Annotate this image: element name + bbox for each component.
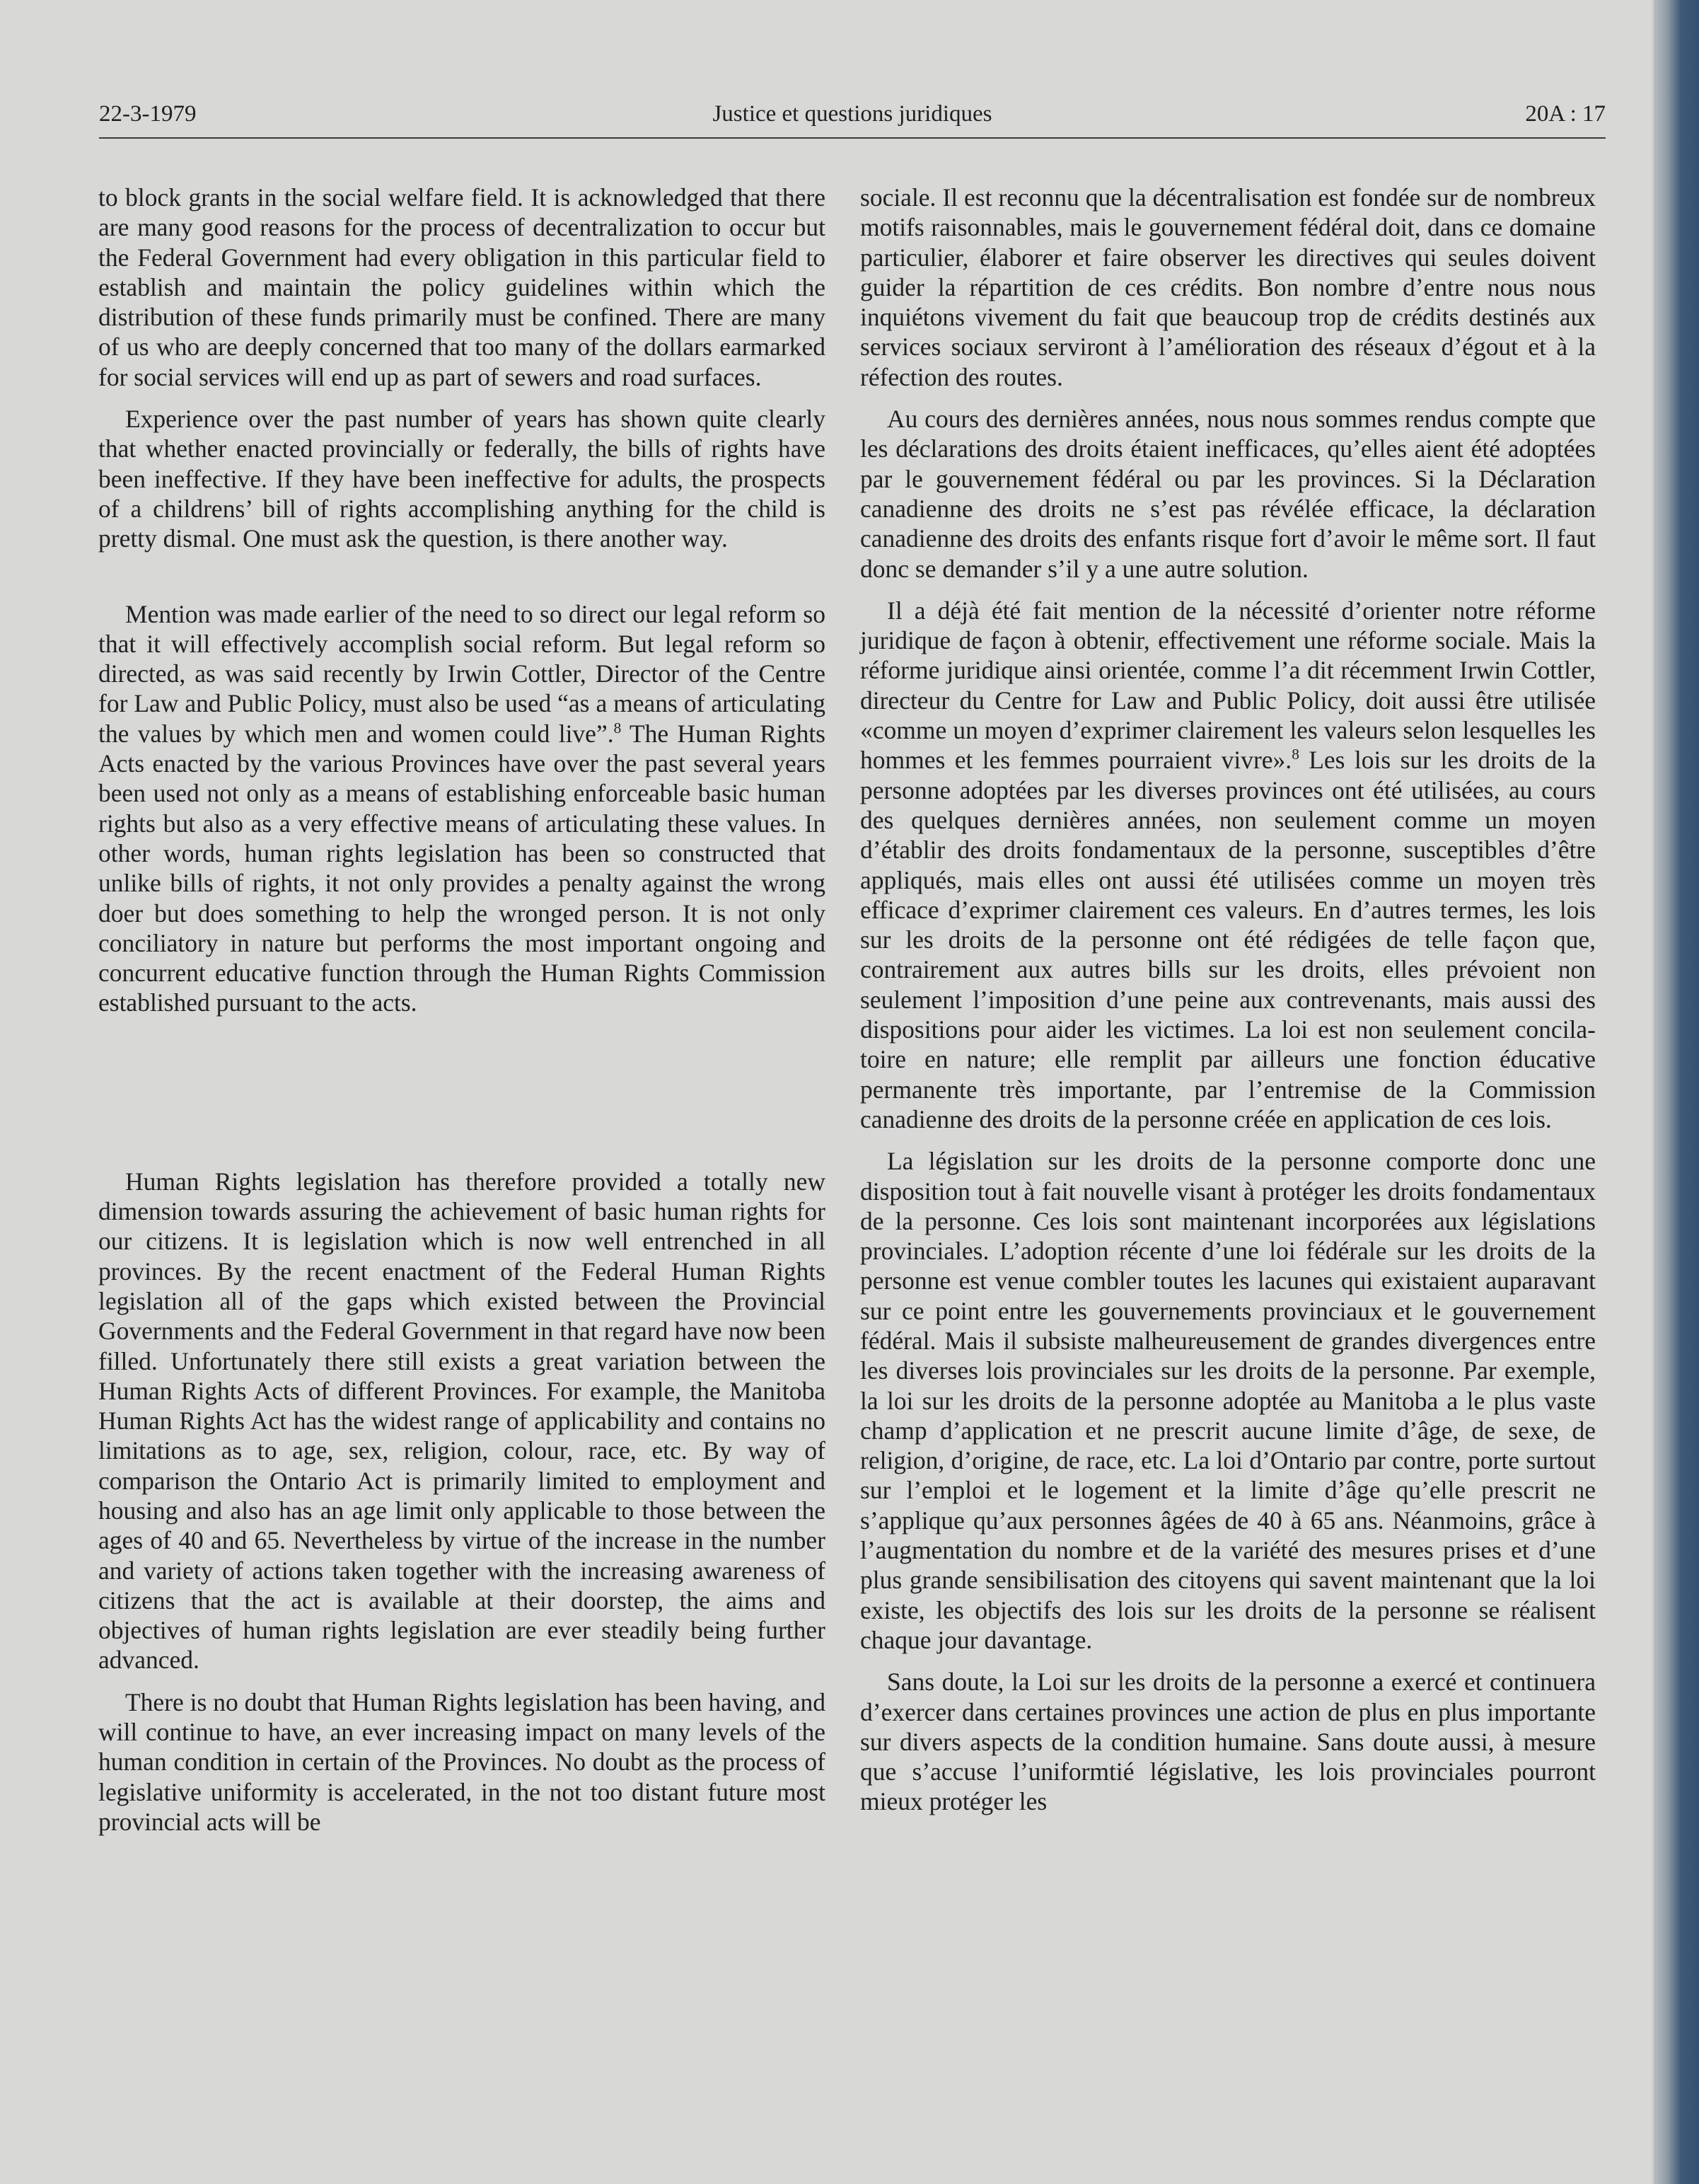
english-paragraph-1: to block grants in the social welfare field. It is acknowledged that there are many good reasons for the process of decentralization to occur but the Federal Government had every obligation in this particular field to establish and maintain the policy guidelines within which the distribution of these funds primarily must be confined. There are many of us who are deeply concerned that too many of the dollars earmarked for social services will end up as part of sewers and road surfaces. bbox=[98, 183, 825, 391]
header-page-number: 20A : 17 bbox=[1525, 101, 1606, 127]
book-binding-edge bbox=[1654, 0, 1699, 2184]
french-paragraph-3 bbox=[860, 596, 1596, 1134]
english-paragraph-4: Human Rights legislation has therefore provided a totally new dimension towards assuring the achievement of basic human rights for our citizens. It is legislation which is now well entrenched in all provinces. By the recent enactment of the Federal Human Rights legislation all of the gaps which existed between the Provincial Governments and the Federal Government in that regard have now been filled. Unfortunately there still exists a great variation between the Human Rights Acts of different Provinces. For example, the Manitoba Human Rights Act has the widest range of applicability and contains no limitations as to age, sex, religion, colour, race, etc. By way of comparison the Ontario Act is primarily limited to employment and housing and also has an age limit only applicable to those between the ages of 40 and 65. Nevertheless by virtue of the increase in the number and variety of actions taken together with the increasing awareness of citizens that the act is available at their doorstep, the aims and objectives of human rights legislation are ever steadily being further advanced. bbox=[98, 1167, 825, 1675]
english-column bbox=[98, 183, 825, 1849]
french-paragraph-5: Sans doute, la Loi sur les droits de la personne a exercé et continuera d’exercer dans certaines provinces une action de plus en plus importante sur divers aspects de la condition humaine. Sans doute aussi, à mesure que s’accuse l’uniformtié législative, les lois provinciales pourront mieux protéger les bbox=[860, 1668, 1596, 1816]
footnote-ref-8-fr: 8 bbox=[1292, 746, 1299, 763]
english-paragraph-5: There is no doubt that Human Rights legislation has been having, and will continue to have, an ever increasing impact on many levels of the human condition in certain of the Provinces. No doubt as the process of legislative uniformity is accelerated, in the not too distant future most provincial acts will be bbox=[98, 1687, 825, 1836]
english-paragraph-3-start: Mention was made earlier of the need to so direct our legal reform so that it will effectively accomplish social reform. But legal reform so directed, as was said recently by Irwin Cottler, Director of the Centre for Law and Public Policy, must also be used “as a means of articulating the values by which men and women could live”. bbox=[98, 599, 825, 748]
english-paragraph-2: Experience over the past number of years has shown quite clearly that whether enacted provincially or federally, the bills of rights have been ineffective. If they have been ineffective for adults, the prospects of a childrens’ bill of rights accomplishing anything for the child is pretty dismal. One must ask the question, is there another way. bbox=[98, 405, 825, 553]
footnote-ref-8: 8 bbox=[613, 719, 622, 736]
french-paragraph-4: La législation sur les droits de la personne comporte donc une disposition tout à fait nouvelle visant à protéger les droits fondamentaux de la personne. Ces lois sont maintenant incorporées aux législations provinciales. L’adoption récente d’une loi fédérale sur les droits de la personne est venue combler toutes les lacunes qui existaient auparavant sur ce point entre les gouvernements provinciaux et le gouvernement fédéral. Mais il subsiste malheureusement de grandes divergences entre les diverses lois provinciales sur les droits de la personne. Par exemple, la loi sur les droits de la personne adoptée au Manitoba a le plus vaste champ d’application et ne prescrit aucune limite d’âge, de sexe, de religion, d’origine, de race, etc. La loi d’Ontario par contre, porte surtout sur l’emploi et le logement et la limite d’âge qu’elle prescrit ne s’applique qu’aux personnes âgées de 40 à 65 ans. Néanmoins, grâce à l’augmentation du nombre et de la variété des mesures prises et d’une plus grande sensibilisation des citoyens qui savent maintenant que la loi existe, les objectifs des lois sur les droits de la personne se réalisent chaque jour davantage. bbox=[860, 1147, 1596, 1654]
french-paragraph-3-end: Les lois sur les droits de la personne adoptées par les diverses provinces ont été utilisées, au cours des quelques dernières années, non seulement comme un moyen d’établir des droits fondamentaux de la personne, susceptibles d’être appliqués, mais elles ont aussi été utilisées comme un moyen très efficace d’exprimer clairement ces valeurs. En d’autres termes, les lois sur les droits de la personne ont été rédigées de telle façon que, contrairement aux autres bills sur les droits, elles prévoient non seulement l’imposition d’une peine aux contrevenants, mais aussi des dispositions pour aider les victimes. La loi est non seulement concilatoire en nature; elle remplit par ailleurs une fonction éducative permanente très importante, par l’entremise de la Commission canadienne des droits de la personne créée en application de ces lois. bbox=[860, 746, 1596, 1133]
english-paragraph-3 bbox=[98, 599, 825, 1018]
french-column bbox=[860, 183, 1596, 1829]
header-date: 22-3-1979 bbox=[99, 101, 197, 127]
header-rule bbox=[99, 137, 1606, 139]
french-paragraph-1: sociale. Il est reconnu que la décentralisation est fondée sur de nombreux motifs raisonnables, mais le gouvernement fédéral doit, dans ce domaine particulier, élaborer et faire observer les directives qui seules doivent guider la répartition de ces crédits. Bon nombre d’entre nous nous inquiétons vivement du fait que beaucoup trop de crédits destinés aux services sociaux serviront à l’amélioration des réseaux d’égout et à la réfection des routes. bbox=[860, 183, 1596, 391]
english-paragraph-3-end: The Human Rights Acts enacted by the various Provinces have over the past several years been used not only as a means of establishing enforceable basic human rights but also as a very effective means of articulating these values. In other words, human rights legislation has been so constructed that unlike bills of rights, it not only provides a penalty against the wrong doer but does something to help the wronged person. It is not only conciliatory in nature but performs the most important ongoing and concurrent educative function through the Human Rights Commission established pursuant to the acts. bbox=[98, 719, 825, 1017]
french-paragraph-3-start: Il a déjà été fait mention de la nécessité d’orienter notre réforme juridique de façon à obtenir, effectivement une réforme sociale. Mais la réforme juridique ainsi orientée, comme l’a dit récemment Irwin Cottler, directeur du Centre for Law and Public Policy, doit aussi être utilisée «comme un moyen d’exprimer clairement les valeurs selon lesquelles les hommes et les femmes pourraient vivre». bbox=[860, 596, 1596, 775]
header-title: Justice et questions juridiques bbox=[712, 101, 992, 127]
running-header bbox=[99, 101, 1606, 135]
french-paragraph-2: Au cours des dernières années, nous nous sommes rendus compte que les déclarations des droits étaient inefficaces, qu’elles aient été adoptées par le gouvernement fédéral ou par les provinces. Si la Déclaration canadienne des droits ne s’est pas révélée efficace, la déclaration canadienne des droits des enfants risque fort d’avoir le même sort. Il faut donc se demander s’il y a une autre solution. bbox=[860, 405, 1596, 583]
